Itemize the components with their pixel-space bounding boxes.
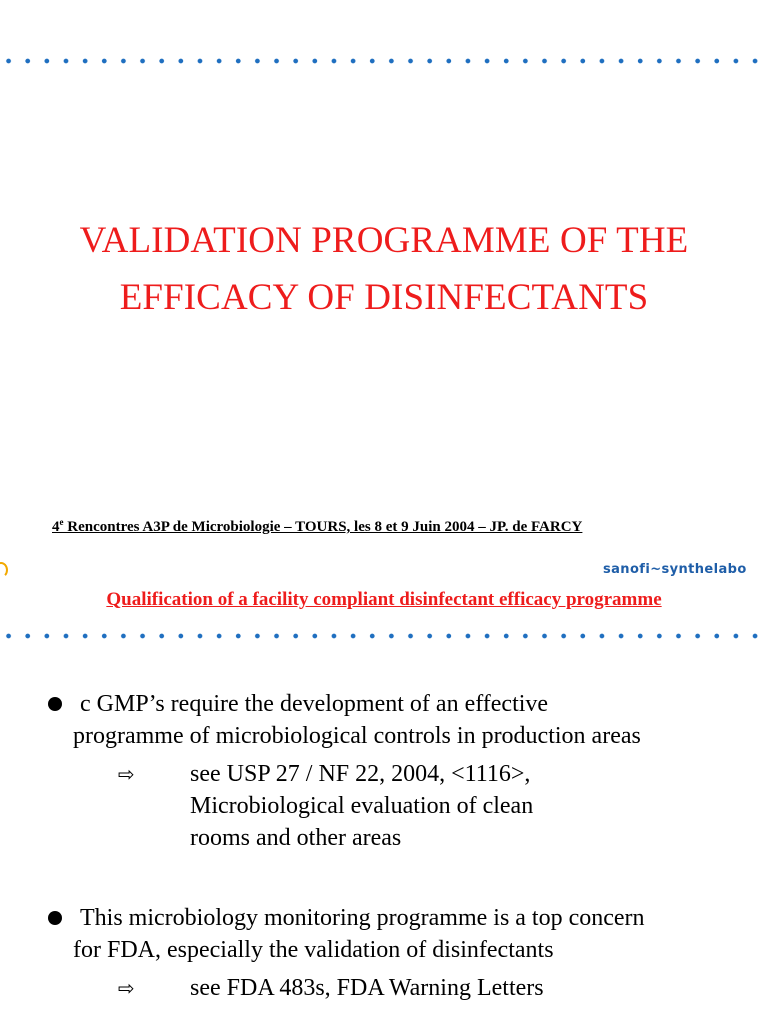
right-arrow-icon: ⇨ [118,762,135,786]
bullet-item-1 [48,688,748,752]
slide-subtitle: Qualification of a facility compliant disinfectant efficacy programme [106,589,662,610]
sub-2-line-1: see FDA 483s, FDA Warning Letters [190,975,544,1001]
title-line-1: VALIDATION PROGRAMME OF THE [79,220,689,261]
middle-dotted-divider [0,633,768,639]
top-dotted-divider [0,58,768,64]
bullet-text-2 [73,902,748,966]
right-arrow-icon: ⇨ [118,976,135,1000]
bullet-2-line-2: for FDA, especially the validation of disinfectants [73,937,554,963]
bullet-1-line-1: c GMP’s require the development of an effective [80,691,549,717]
conference-number: 4 [52,519,60,535]
bullet-dot-icon [48,911,62,925]
bullet-2-line-1: This microbiology monitoring programme is a top concern [80,905,645,931]
sub-1-line-1: see USP 27 / NF 22, 2004, <1116>, [190,761,531,787]
slide-title [0,212,768,326]
conference-text: Rencontres A3P de Microbiologie – TOURS, les 8 et 9 Juin 2004 – JP. de FARCY [63,519,583,535]
bullet-item-2 [48,902,748,966]
conference-caption [52,519,582,536]
sanofi-logo: sanofi~synthelabo [603,562,747,577]
sub-bullet-2-text [190,972,750,1004]
partial-logo-icon [0,562,8,578]
sub-1-line-3: rooms and other areas [190,825,402,851]
bullet-dot-icon [48,697,62,711]
conference-superscript: e [59,517,64,527]
bullet-text-1 [73,688,748,752]
sub-bullet-1-text [190,758,750,854]
bullet-1-line-2: programme of microbiological controls in production areas [73,723,641,749]
title-line-2: EFFICACY OF DISINFECTANTS [119,277,649,318]
sub-1-line-2: Microbiological evaluation of clean [190,793,534,819]
